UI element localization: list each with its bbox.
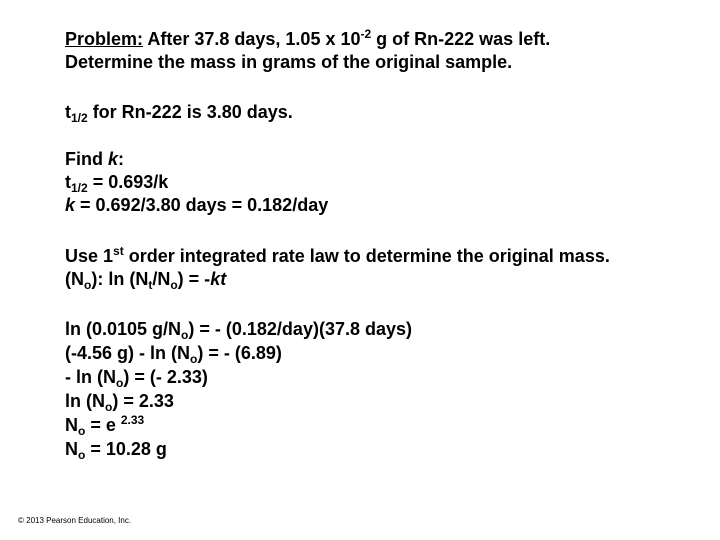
find-k-heading bbox=[65, 148, 328, 171]
rate-law-line-2 bbox=[65, 268, 610, 291]
solution-step-3 bbox=[65, 365, 412, 389]
s6-b: = 10.28 g bbox=[85, 439, 167, 459]
problem-statement bbox=[65, 28, 550, 74]
rate-law-section bbox=[65, 245, 610, 291]
rl2-sub-o2: o bbox=[170, 278, 178, 292]
find-k-section bbox=[65, 148, 328, 217]
problem-label: Problem: bbox=[65, 29, 144, 49]
half-life-equation bbox=[65, 171, 328, 194]
s6-a: N bbox=[65, 439, 78, 459]
eq1-sub: 1/2 bbox=[71, 181, 88, 195]
s1-b: ) = - (0.182/day)(37.8 days) bbox=[188, 319, 412, 339]
problem-line-1 bbox=[65, 28, 550, 51]
s5-b: = e bbox=[85, 415, 121, 435]
eq2-rest: = 0.692/3.80 days = 0.182/day bbox=[75, 195, 329, 215]
problem-line-2: Determine the mass in grams of the original sample. bbox=[65, 52, 513, 72]
solution-steps bbox=[65, 317, 412, 461]
s5-a: N bbox=[65, 415, 78, 435]
solution-step-2 bbox=[65, 341, 412, 365]
eq1-rest: = 0.693/k bbox=[87, 172, 169, 192]
half-life-text: for Rn-222 is 3.80 days. bbox=[87, 102, 293, 122]
s1-sub: o bbox=[181, 328, 189, 342]
s3-b: ) = (- 2.33) bbox=[123, 367, 208, 387]
s4-b: ) = 2.33 bbox=[112, 391, 174, 411]
rl2-b: ): ln (N bbox=[91, 269, 149, 289]
rate-law-pre: Use 1 bbox=[65, 246, 114, 266]
rl2-d: ) = - bbox=[177, 269, 211, 289]
half-life-t: t bbox=[65, 102, 71, 122]
s3-a: - ln (N bbox=[65, 367, 116, 387]
half-life-sub: 1/2 bbox=[71, 111, 88, 125]
solution-step-6 bbox=[65, 437, 412, 461]
problem-text-a: After 37.8 days, 1.05 x 10 bbox=[143, 29, 361, 49]
s4-sub: o bbox=[105, 400, 113, 414]
s3-sub: o bbox=[116, 376, 124, 390]
rl2-sub-t: t bbox=[148, 278, 153, 292]
k-equation bbox=[65, 194, 328, 217]
s4-a: ln (N bbox=[65, 391, 105, 411]
copyright-footer: © 2013 Pearson Education, Inc. bbox=[18, 516, 132, 525]
rl2-a: (N bbox=[65, 269, 84, 289]
problem-text-b: g of Rn-222 was left. bbox=[371, 29, 551, 49]
find-k-pre: Find bbox=[65, 149, 108, 169]
rl2-c: /N bbox=[152, 269, 171, 289]
ordinal-sup: st bbox=[113, 244, 124, 258]
eq1-t: t bbox=[65, 172, 71, 192]
eq2-k: k bbox=[65, 195, 76, 215]
s1-a: ln (0.0105 g/N bbox=[65, 319, 182, 339]
half-life-line bbox=[65, 101, 293, 124]
half-life-statement bbox=[65, 101, 293, 124]
rate-law-line-1 bbox=[65, 245, 610, 268]
s2-a: (-4.56 g) - ln (N bbox=[65, 343, 190, 363]
s5-sub: o bbox=[78, 424, 86, 438]
rl2-kt: kt bbox=[210, 269, 227, 289]
s6-sub: o bbox=[78, 448, 86, 462]
s2-b: ) = - (6.89) bbox=[197, 343, 282, 363]
solution-step-4 bbox=[65, 389, 412, 413]
rate-law-post: order integrated rate law to determine the original mass. bbox=[123, 246, 610, 266]
s5-sup: 2.33 bbox=[120, 413, 145, 427]
rl2-sub-o1: o bbox=[84, 278, 92, 292]
find-k-var: k bbox=[108, 149, 119, 169]
s2-sub: o bbox=[190, 352, 198, 366]
solution-step-1 bbox=[65, 317, 412, 341]
solution-step-5 bbox=[65, 413, 412, 437]
exponent: -2 bbox=[360, 27, 372, 41]
find-k-post: : bbox=[118, 149, 125, 169]
